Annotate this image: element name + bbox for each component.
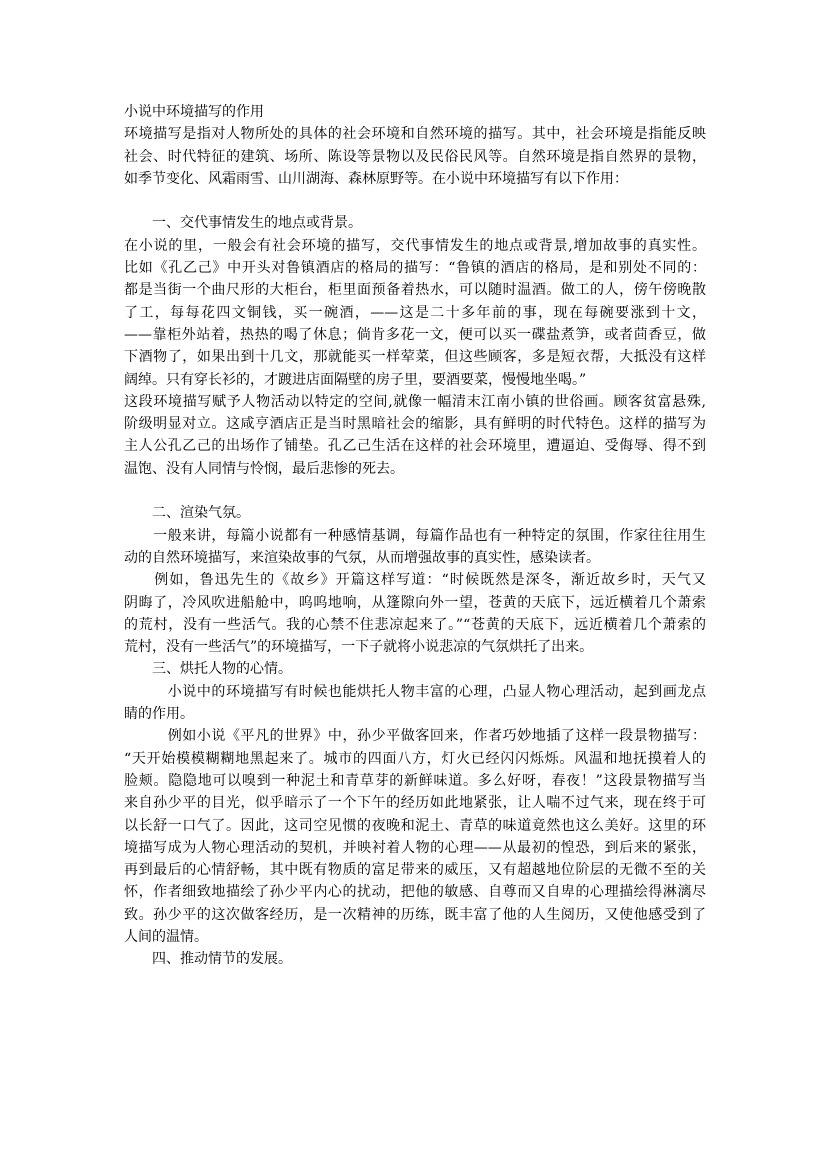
paragraph-line: ——靠柜外站着，热热的喝了休息；倘肯多花一文，便可以买一碟盐煮笋，或者茴香豆，做: [124, 326, 706, 343]
paragraph-line: 这段环境描写赋予人物活动以特定的空间,就像一幅清末江南小镇的世俗画。顾客贫富悬殊,: [124, 393, 706, 410]
paragraph-line: 例如小说《平凡的世界》中，孙少平做客回来，作者巧妙地插了这样一段景物描写：: [124, 728, 706, 745]
paragraph-line: 例如，鲁迅先生的《故乡》开篇这样写道：“时候既然是深冬，渐近故乡时，天气又: [124, 572, 706, 589]
document-title: 小说中环境描写的作用: [124, 104, 264, 120]
paragraph-line: 小说中的环境描写有时候也能烘托人物丰富的心理，凸显人物心理活动，起到画龙点: [124, 683, 706, 700]
paragraph-line: 阔绰。只有穿长衫的，才踱进店面隔壁的房子里，要酒要菜，慢慢地坐喝。”: [124, 371, 587, 388]
section-2-heading: 二、渲染气氛。: [152, 505, 250, 522]
paragraph-line: 境描写成为人物心理活动的契机，并映衬着人物的心理——从最初的惶恐，到后来的紧张，: [124, 839, 706, 856]
blank-line: [124, 480, 706, 502]
intro-line: 社会、时代特征的建筑、场所、陈设等景物以及民俗民风等。自然环境是指自然界的景物，: [124, 148, 706, 165]
paragraph-line: 主人公孔乙己的出场作了铺垫。孔乙己生活在这样的社会环境里，遭逼迫、受侮辱、得不到: [124, 438, 706, 455]
paragraph-line: 怀，作者细致地描绘了孙少平内心的扰动，把他的敏感、自尊而又自卑的心理描绘得淋漓尽: [124, 884, 706, 901]
paragraph-line: 了工，每每花四文铜钱，买一碗酒，——这是二十多年前的事，现在每碗要涨到十文，: [124, 304, 706, 321]
section-3-heading: 三、烘托人物的心情。: [152, 661, 292, 678]
paragraph-line: 温饱、没有人同情与怜悯，最后悲惨的死去。: [124, 460, 404, 477]
section-1-heading: 一、交代事情发生的地点或背景。: [152, 215, 362, 232]
paragraph-line: “天开始模模糊糊地黑起来了。城市的四面八方，灯火已经闪闪烁烁。风温和地抚摸着人的: [124, 750, 706, 767]
blank-line: [124, 190, 706, 212]
paragraph-line: 阶级明显对立。这咸亨酒店正是当时黑暗社会的缩影，具有鲜明的时代特色。这样的描写为: [124, 416, 706, 433]
document-body: [124, 101, 706, 971]
paragraph-line: 脸颊。隐隐地可以嗅到一种泥土和青草芽的新鲜味道。多么好呀，春夜！”这段景物描写当: [124, 772, 706, 789]
section-4-heading: 四、推动情节的发展。: [152, 951, 292, 968]
paragraph-line: 动的自然环境描写，来渲染故事的气氛，从而增强故事的真实性，感染读者。: [124, 549, 600, 566]
intro-line: 环境描写是指对人物所处的具体的社会环境和自然环境的描写。其中，社会环境是指能反映: [124, 126, 706, 143]
paragraph-line: 致。孙少平的这次做客经历，是一次精神的历练，既丰富了他的人生阅历，又使他感受到了: [124, 906, 706, 923]
paragraph-line: 在小说的里，一般会有社会环境的描写，交代事情发生的地点或背景,增加故事的真实性。: [124, 237, 706, 254]
paragraph-line: 再到最后的心情舒畅，其中既有物质的富足带来的威压，又有超越地位阶层的无微不至的关: [124, 862, 706, 879]
paragraph-line: 来自孙少平的目光，似乎暗示了一个下午的经历如此地紧张，让人喘不过气来，现在终于可: [124, 795, 706, 812]
paragraph-line: 睛的作用。: [124, 706, 194, 723]
paragraph-line: 荒村，没有一些活气”的环境描写，一下子就将小说悲凉的气氛烘托了出来。: [124, 639, 594, 656]
paragraph-line: 的荒村，没有一些活气。我的心禁不住悲凉起来了。”“苍黄的天底下，远近横着几个萧索的: [124, 616, 706, 633]
paragraph-line: 以长舒一口气了。因此，这司空见惯的夜晚和泥土、青草的味道竟然也这么美好。这里的环: [124, 817, 706, 834]
intro-line: 如季节变化、风霜雨雪、山川湖海、森林原野等。在小说中环境描写有以下作用：: [124, 170, 628, 187]
paragraph-line: 比如《孔乙己》中开头对鲁镇酒店的格局的描写：“鲁镇的酒店的格局，是和别处不同的：: [124, 260, 706, 277]
paragraph-line: 一般来讲，每篇小说都有一种感情基调，每篇作品也有一种特定的氛围，作家往往用生: [124, 527, 706, 544]
paragraph-line: 都是当街一个曲尺形的大柜台，柜里面预备着热水，可以随时温酒。做工的人，傍午傍晚散: [124, 282, 706, 299]
paragraph-line: 下酒物了，如果出到十几文，那就能买一样荤菜，但这些顾客，多是短衣帮，大抵没有这样: [124, 349, 706, 366]
paragraph-line: 阴晦了，冷风吹进船舱中，呜呜地响，从篷隙向外一望，苍黄的天底下，远近横着几个萧索: [124, 594, 706, 611]
paragraph-line: 人间的温情。: [124, 928, 208, 945]
